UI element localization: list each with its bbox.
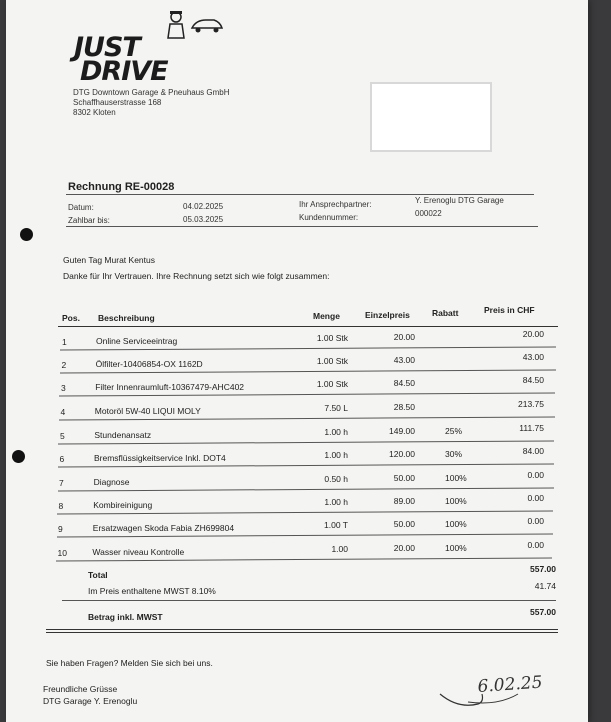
- cell-description: Stundenansatz: [94, 430, 152, 440]
- cell-discount: 100%: [445, 473, 467, 483]
- cell-price: 0.00: [527, 493, 544, 503]
- amount-due-value: 557.00: [530, 607, 556, 617]
- cell-price: 111.75: [519, 423, 544, 433]
- customer-number-label: Kundennummer:: [299, 213, 359, 222]
- col-header-unit-price: Einzelpreis: [365, 310, 410, 320]
- col-header-description: Beschreibung: [98, 313, 155, 323]
- cell-quantity: 1.00 Stk: [316, 356, 348, 366]
- cell-pos: 2: [61, 360, 67, 370]
- double-rule-top: [46, 629, 558, 630]
- greeting: Guten Tag Murat Kentus: [63, 255, 155, 265]
- handwritten-date-text: 6.02.25: [476, 672, 544, 697]
- cell-description: Kombireinigung: [93, 500, 153, 510]
- signer-name: DTG Garage Y. Erenoglu: [43, 696, 138, 706]
- cell-quantity: 1.00 h: [324, 450, 348, 460]
- cell-unit-price: 84.50: [393, 378, 415, 388]
- cell-unit-price: 28.50: [393, 402, 415, 412]
- cell-pos: 9: [58, 524, 63, 534]
- cell-description: Wasser niveau Kontrolle: [92, 547, 185, 557]
- cell-pos: 1: [62, 337, 67, 347]
- table-header-rule: [58, 326, 558, 327]
- cell-pos: 7: [59, 478, 64, 488]
- cell-price: 43.00: [522, 352, 544, 362]
- cell-pos: 8: [58, 501, 64, 511]
- col-header-pos: Pos.: [62, 313, 80, 323]
- cell-unit-price: 149.00: [389, 426, 415, 436]
- cell-discount: 100%: [445, 543, 467, 553]
- cell-pos: 4: [60, 407, 66, 417]
- due-value: 05.03.2025: [183, 215, 224, 224]
- company-address: [73, 88, 230, 118]
- cell-quantity: 1.00: [331, 544, 348, 554]
- cell-discount: 25%: [445, 426, 463, 436]
- divider: [62, 600, 556, 601]
- col-header-discount: Rabatt: [432, 308, 459, 318]
- double-rule-bottom: [46, 632, 558, 633]
- cell-description: Online Serviceeintrag: [96, 336, 178, 346]
- contact-label: Ihr Ansprechpartner:: [299, 200, 372, 209]
- logo-text-line1: JUST: [74, 32, 140, 63]
- cell-pos: 3: [61, 383, 66, 393]
- cell-unit-price: 50.00: [393, 519, 415, 529]
- amount-due-label: Betrag inkl. MWST: [88, 612, 163, 622]
- cell-price: 84.50: [522, 375, 544, 385]
- questions-text: Sie haben Fragen? Melden Sie sich bei uns.: [46, 658, 213, 668]
- cell-description: Diagnose: [93, 477, 130, 487]
- logo-text-line2: DRIVE: [80, 56, 168, 87]
- cell-description: Filter Innenraumluft-10367479-AHC402: [95, 382, 245, 392]
- cell-quantity: 1.00 Stk: [316, 333, 348, 343]
- cell-price: 0.00: [527, 470, 544, 480]
- cell-unit-price: 20.00: [393, 543, 415, 553]
- company-name: DTG Downtown Garage & Pneuhaus GmbH: [73, 88, 230, 97]
- cell-unit-price: 20.00: [393, 332, 415, 342]
- date-label: Datum:: [68, 203, 94, 212]
- cell-quantity: 1.00 h: [324, 427, 348, 437]
- cell-unit-price: 50.00: [393, 473, 415, 483]
- punch-hole: [20, 228, 33, 241]
- total-value: 557.00: [530, 564, 556, 574]
- divider: [66, 226, 538, 227]
- punch-hole: [12, 450, 25, 463]
- mechanic-car-icon: [148, 10, 228, 40]
- regards-text: Freundliche Grüsse: [43, 684, 118, 694]
- col-header-quantity: Menge: [313, 311, 340, 321]
- cell-unit-price: 120.00: [389, 449, 415, 459]
- cell-unit-price: 89.00: [393, 496, 415, 506]
- cell-description: Motoröl 5W-40 LIQUI MOLY: [94, 406, 201, 416]
- company-city: 8302 Kloten: [73, 108, 116, 117]
- cell-discount: 100%: [445, 519, 467, 529]
- date-value: 04.02.2025: [183, 202, 224, 211]
- cell-price: 84.00: [522, 446, 544, 456]
- invoice-title: Rechnung RE-00028: [68, 181, 175, 193]
- total-label: Total: [88, 570, 108, 580]
- cell-quantity: 7.50 L: [324, 403, 348, 413]
- cell-unit-price: 43.00: [393, 355, 415, 365]
- customer-number-value: 000022: [415, 209, 442, 218]
- redacted-address-box: [370, 82, 492, 152]
- contact-value: Y. Erenoglu DTG Garage: [415, 196, 504, 205]
- company-street: Schaffhauserstrasse 168: [73, 98, 162, 107]
- cell-price: 0.00: [527, 516, 544, 526]
- vat-value: 41.74: [534, 581, 556, 591]
- cell-pos: 10: [57, 548, 67, 558]
- company-logo: [70, 28, 240, 88]
- handwritten-signature-date: [438, 664, 568, 719]
- cell-quantity: 1.00 Stk: [316, 379, 348, 389]
- cell-price: 20.00: [522, 329, 544, 339]
- col-header-price: Preis in CHF: [484, 305, 535, 315]
- cell-price: 213.75: [518, 399, 544, 409]
- cell-price: 0.00: [527, 540, 544, 550]
- divider: [66, 194, 534, 195]
- cell-discount: 30%: [445, 449, 463, 459]
- cell-discount: 100%: [445, 496, 467, 506]
- cell-pos: 6: [59, 454, 65, 464]
- cell-description: Ersatzwagen Skoda Fabia ZH699804: [92, 523, 235, 533]
- cell-description: Ölfilter-10406854-OX 1162D: [95, 359, 203, 369]
- cell-quantity: 1.00 T: [324, 520, 348, 530]
- cell-quantity: 0.50 h: [324, 474, 348, 484]
- due-label: Zahlbar bis:: [68, 216, 110, 225]
- cell-pos: 5: [60, 431, 65, 441]
- cell-quantity: 1.00 h: [324, 497, 348, 507]
- intro-text: Danke für Ihr Vertrauen. Ihre Rechnung setzt sich wie folgt zusammen:: [63, 271, 330, 281]
- cell-description: Bremsflüssigkeitservice Inkl. DOT4: [94, 453, 226, 463]
- vat-label: Im Preis enthaltene MWST 8.10%: [88, 586, 216, 596]
